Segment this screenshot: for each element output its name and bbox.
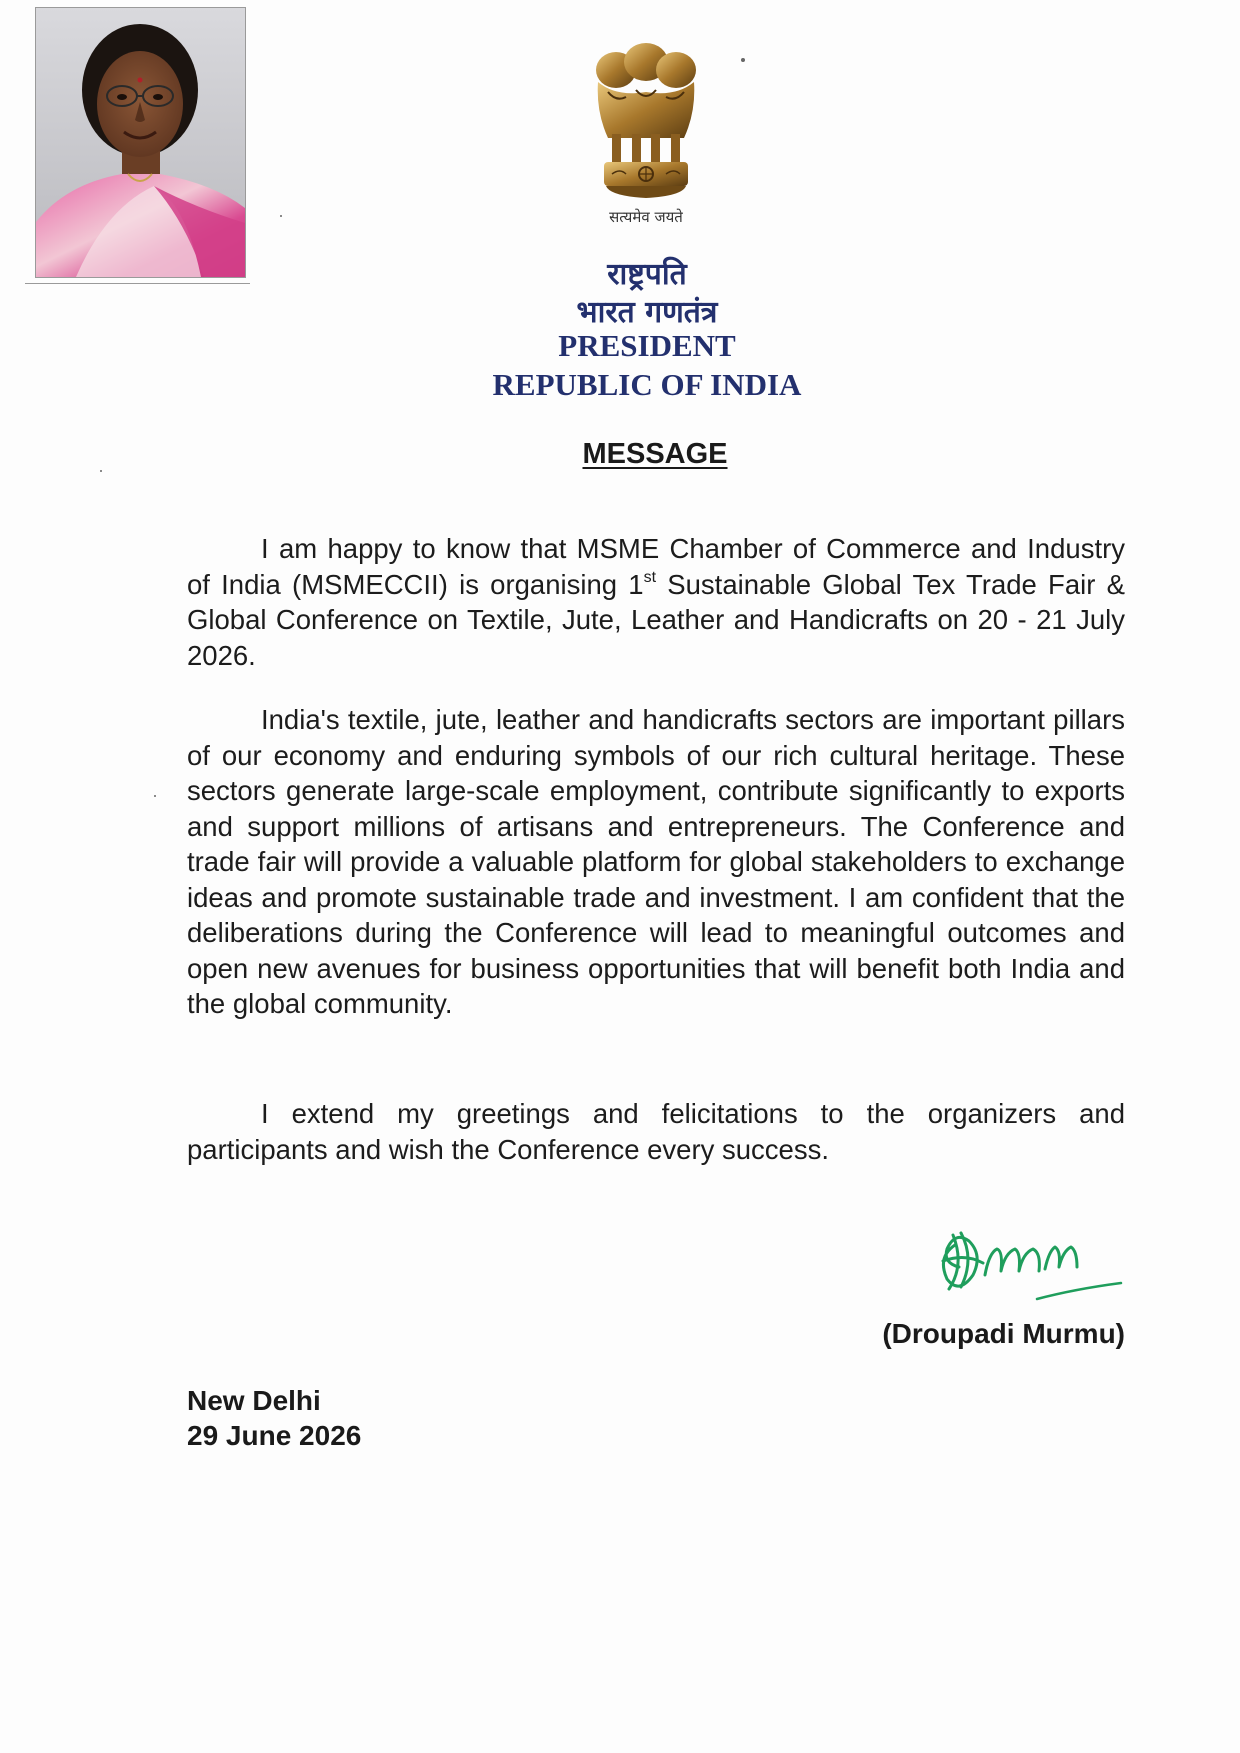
portrait-photo: [35, 7, 246, 278]
paragraph-1-text-b: Sustainable Global Tex Trade Fair & Global Conference on Textile, Jute, Leather and Handicrafts on 20 - 21 July 2026.: [187, 568, 1125, 671]
letterhead-subtitle: REPUBLIC OF INDIA: [492, 367, 802, 402]
paragraph-3-text: I extend my greetings and felicitations to the organizers and participants and wish the Conference every success.: [187, 1098, 1125, 1165]
signatory-name: (Droupadi Murmu): [882, 1318, 1125, 1349]
emblem-motto: सत्यमेव जयते: [609, 208, 683, 226]
paragraph-1: [187, 531, 1125, 673]
scan-speck: [741, 58, 745, 62]
paragraph-1-text-a: I am happy to know that MSME Chamber of Commerce and Industry of India (MSMECCII) is organising 1: [187, 533, 1125, 600]
place: New Delhi: [187, 1385, 321, 1416]
paragraph-2: [187, 702, 1125, 1022]
date: 29 June 2026: [187, 1420, 362, 1451]
hindi-subtitle: भारत गणतंत्र: [576, 295, 718, 330]
hindi-title: राष्ट्रपति: [607, 257, 687, 292]
paragraph-1-ordinal: st: [643, 568, 657, 586]
scan-speck: [154, 795, 156, 797]
scan-speck: [100, 470, 102, 472]
paragraph-2-text: India's textile, jute, leather and handicrafts sectors are important pillars of our economy and enduring symbols of our rich cultural heritage. These sectors generate large-scale employment, contribute significantly to exports and support millions of artisans and entrepreneurs. The Conference and trade fair will provide a valuable platform for global stakeholders to exchange ideas and promote sustainable trade and investment. I am confident that the deliberations during the Conference will lead to meaningful outcomes and open new avenues for business opportunities that will benefit both India and the global community.: [187, 704, 1125, 1019]
message-heading: MESSAGE: [582, 438, 728, 470]
scan-speck: [280, 215, 282, 217]
portrait-divider: [25, 283, 250, 284]
signature: [925, 1205, 1125, 1305]
paragraph-3: [187, 1096, 1125, 1167]
national-emblem-icon: [586, 42, 706, 227]
letterhead-title: PRESIDENT: [558, 328, 736, 363]
